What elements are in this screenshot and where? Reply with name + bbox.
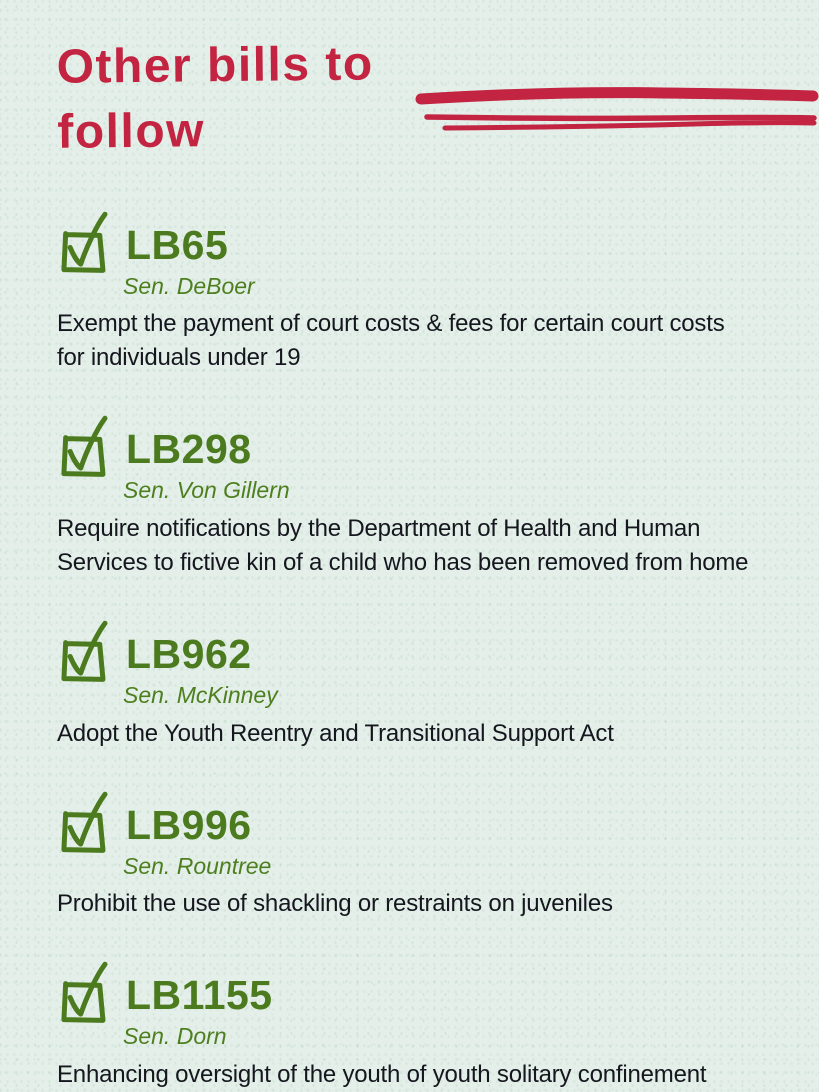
checkbox-checked-icon — [56, 620, 110, 684]
checkbox-checked-icon — [56, 211, 110, 275]
checkbox-checked-icon — [56, 962, 110, 1026]
bill-item — [57, 790, 769, 922]
bill-header — [57, 210, 769, 270]
bill-description: Require notifications by the Department of Health and Human Services to fictive kin of a child who has been removed from home — [57, 514, 749, 577]
bill-header — [57, 414, 769, 474]
bill-sponsor: Sen. Rountree — [123, 852, 272, 879]
bill-number: LB996 — [126, 801, 252, 848]
bill-list — [57, 210, 769, 1092]
red-marker-strokes-icon — [413, 78, 819, 140]
bill-header — [57, 790, 769, 850]
bill-description: Exempt the payment of court costs & fees for certain court costs for individuals under 19 — [57, 310, 725, 372]
bill-item — [57, 619, 769, 751]
bill-item — [57, 210, 769, 376]
checkbox-checked-icon — [56, 415, 110, 479]
bill-sponsor: Sen. Dorn — [123, 1023, 227, 1050]
bill-sponsor: Sen. Von Gillern — [123, 477, 290, 504]
bill-header — [57, 960, 769, 1020]
bill-number: LB298 — [126, 426, 252, 473]
bill-description: Prohibit the use of shackling or restraints on juveniles — [57, 890, 613, 918]
checkbox-checked-icon — [56, 791, 110, 855]
bill-item — [57, 960, 769, 1092]
bill-number: LB65 — [126, 221, 229, 268]
bill-item — [57, 414, 769, 580]
bill-description: Adopt the Youth Reentry and Transitional Support Act — [57, 719, 614, 747]
bill-number: LB1155 — [126, 972, 273, 1019]
bill-sponsor: Sen. DeBoer — [123, 272, 255, 299]
bill-number: LB962 — [126, 631, 252, 678]
bill-description: Enhancing oversight of the youth of youth solitary confinement — [57, 1061, 707, 1089]
bill-sponsor: Sen. McKinney — [123, 682, 278, 709]
bill-header — [57, 619, 769, 679]
page-title: Other bills to follow — [56, 37, 374, 159]
